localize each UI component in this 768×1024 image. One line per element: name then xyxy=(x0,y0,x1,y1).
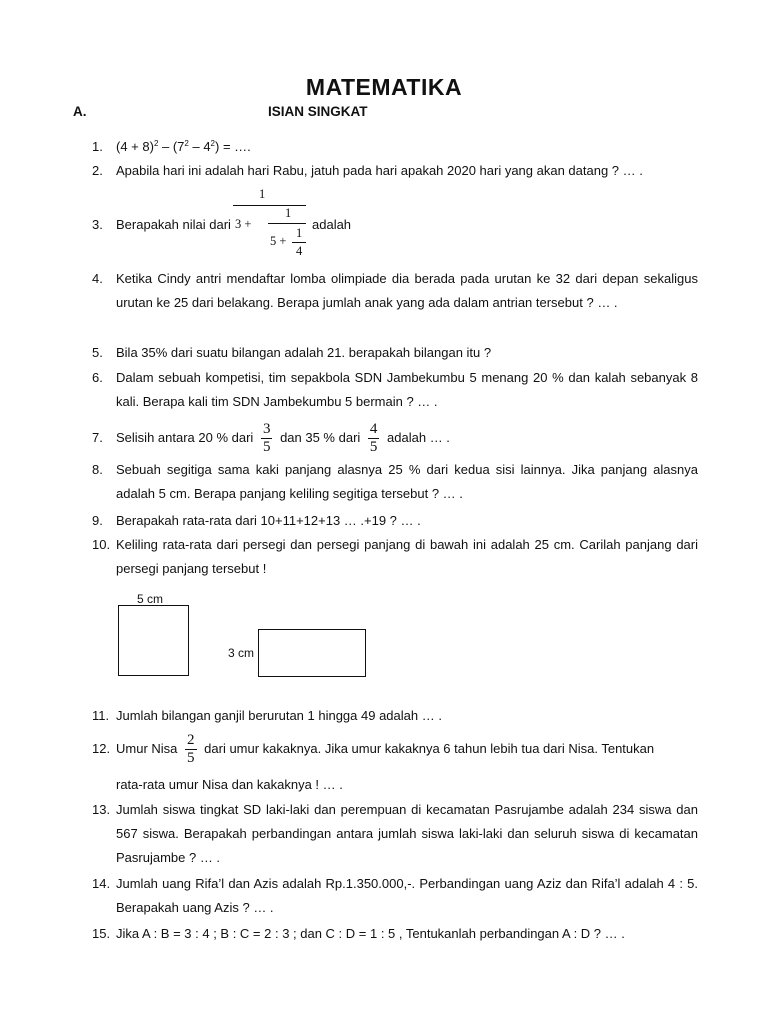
question-12-line-2 xyxy=(92,773,698,797)
rectangle-shape xyxy=(258,629,366,677)
question-8 xyxy=(92,458,698,506)
question-number: 10. xyxy=(92,537,111,552)
question-number: 5. xyxy=(92,345,103,360)
question-number: 1. xyxy=(92,139,103,154)
question-text: Umur Nisa $\frac{2}{5}$ dari umur kakaknya. Jika umur kakaknya 6 tahun lebih tua dari Nisa. Tentukan xyxy=(116,732,655,767)
question-text: Sebuah segitiga sama kaki panjang alasnya 25 % dari kedua sisi lainnya. Jika panjang alasnya adalah 5 cm. Berapa panjang keliling segitiga tersebut ? … . xyxy=(116,462,698,501)
question-number: 3. xyxy=(92,217,103,232)
question-text: rata-rata umur Nisa dan kakaknya ! … . xyxy=(116,777,343,792)
question-text: Berapakah nilai dari xyxy=(116,217,231,232)
question-text: Jumlah bilangan ganjil berurutan 1 hingga 49 adalah … . xyxy=(116,708,442,723)
question-12 xyxy=(92,727,698,771)
square-label: 5 cm xyxy=(137,592,164,606)
question-2 xyxy=(92,159,698,183)
question-7 xyxy=(92,416,698,460)
question-number: 8. xyxy=(92,462,103,477)
question-number: 7. xyxy=(92,430,103,445)
question-number: 14. xyxy=(92,876,111,891)
question-text: Berapakah rata-rata dari 10+11+12+13 … .+19 ? … . xyxy=(116,513,421,528)
question-10 xyxy=(92,533,698,581)
question-11 xyxy=(92,704,698,728)
fraction: $\frac{2}{5}$ xyxy=(187,732,195,767)
question-text: Selisih antara 20 % dari $\frac{3}{5}$ dan 35 % dari $\frac{4}{5}$ adalah … . xyxy=(116,421,450,456)
question-text: Jumlah uang Rifa’l dan Azis adalah Rp.1.350.000,-. Perbandingan uang Aziz dan Rifa’l adalah 4 : 5. Berapakah uang Azis ? … . xyxy=(116,876,698,915)
section-letter: A. xyxy=(73,104,87,119)
question-5 xyxy=(92,341,698,365)
question-text: Bila 35% dari suatu bilangan adalah 21. berapakah bilangan itu ? xyxy=(116,345,492,360)
question-14 xyxy=(92,872,698,920)
question-number: 12. xyxy=(92,741,111,756)
page-title: MATEMATIKA xyxy=(305,74,463,100)
square-shape xyxy=(118,605,189,676)
question-text: $(4 + 8)^2 - (7^2 - 4^2)$ = …. xyxy=(116,139,251,154)
question-13 xyxy=(92,798,698,870)
section-title: ISIAN SINGKAT xyxy=(268,104,368,119)
question-9 xyxy=(92,509,698,533)
question-number: 13. xyxy=(92,802,111,817)
question-number: 9. xyxy=(92,513,103,528)
question-number: 15. xyxy=(92,926,111,941)
question-4 xyxy=(92,267,698,315)
question-15 xyxy=(92,922,698,946)
question-text: Ketika Cindy antri mendaftar lomba olimpiade dia berada pada urutan ke 32 dari depan sekaligus urutan ke 25 dari belakang. Berapa jumlah anak yang ada dalam antrian tersebut ? … . xyxy=(116,271,698,310)
question-number: 11. xyxy=(92,708,110,723)
question-text: Jumlah siswa tingkat SD laki-laki dan perempuan di kecamatan Pasrujambe adalah 234 siswa dan 567 siswa. Berapakah perbandingan antara jumlah siswa laki-laki dan seluruh siswa di kecamatan Pasrujambe ? … . xyxy=(116,802,698,865)
question-text: Dalam sebuah kompetisi, tim sepakbola SDN Jambekumbu 5 menang 20 % dan kalah sebanyak 8 kali. Berapa kali tim SDN Jambekumbu 5 bermain ? … . xyxy=(116,370,698,409)
question-number: 4. xyxy=(92,271,103,286)
question-1 xyxy=(92,135,698,159)
question-text: Keliling rata-rata dari persegi dan persegi panjang di bawah ini adalah 25 cm. Carilah panjang dari persegi panjang tersebut ! xyxy=(116,537,698,576)
question-number: 2. xyxy=(92,163,103,178)
question-number: 6. xyxy=(92,370,103,385)
fraction: $\frac{4}{5}$ xyxy=(369,421,378,456)
question-6 xyxy=(92,366,698,414)
question-text: Apabila hari ini adalah hari Rabu, jatuh pada hari apakah 2020 hari yang akan datang ? … . xyxy=(116,163,643,178)
question-text: Jika A : B = 3 : 4 ; B : C = 2 : 3 ; dan C : D = 1 : 5 , Tentukanlah perbandingan A : D ? … . xyxy=(116,926,625,941)
question-3-after: adalah xyxy=(312,217,352,232)
rectangle-label: 3 cm xyxy=(228,646,255,660)
fraction: $\frac{3}{5}$ xyxy=(262,421,271,456)
